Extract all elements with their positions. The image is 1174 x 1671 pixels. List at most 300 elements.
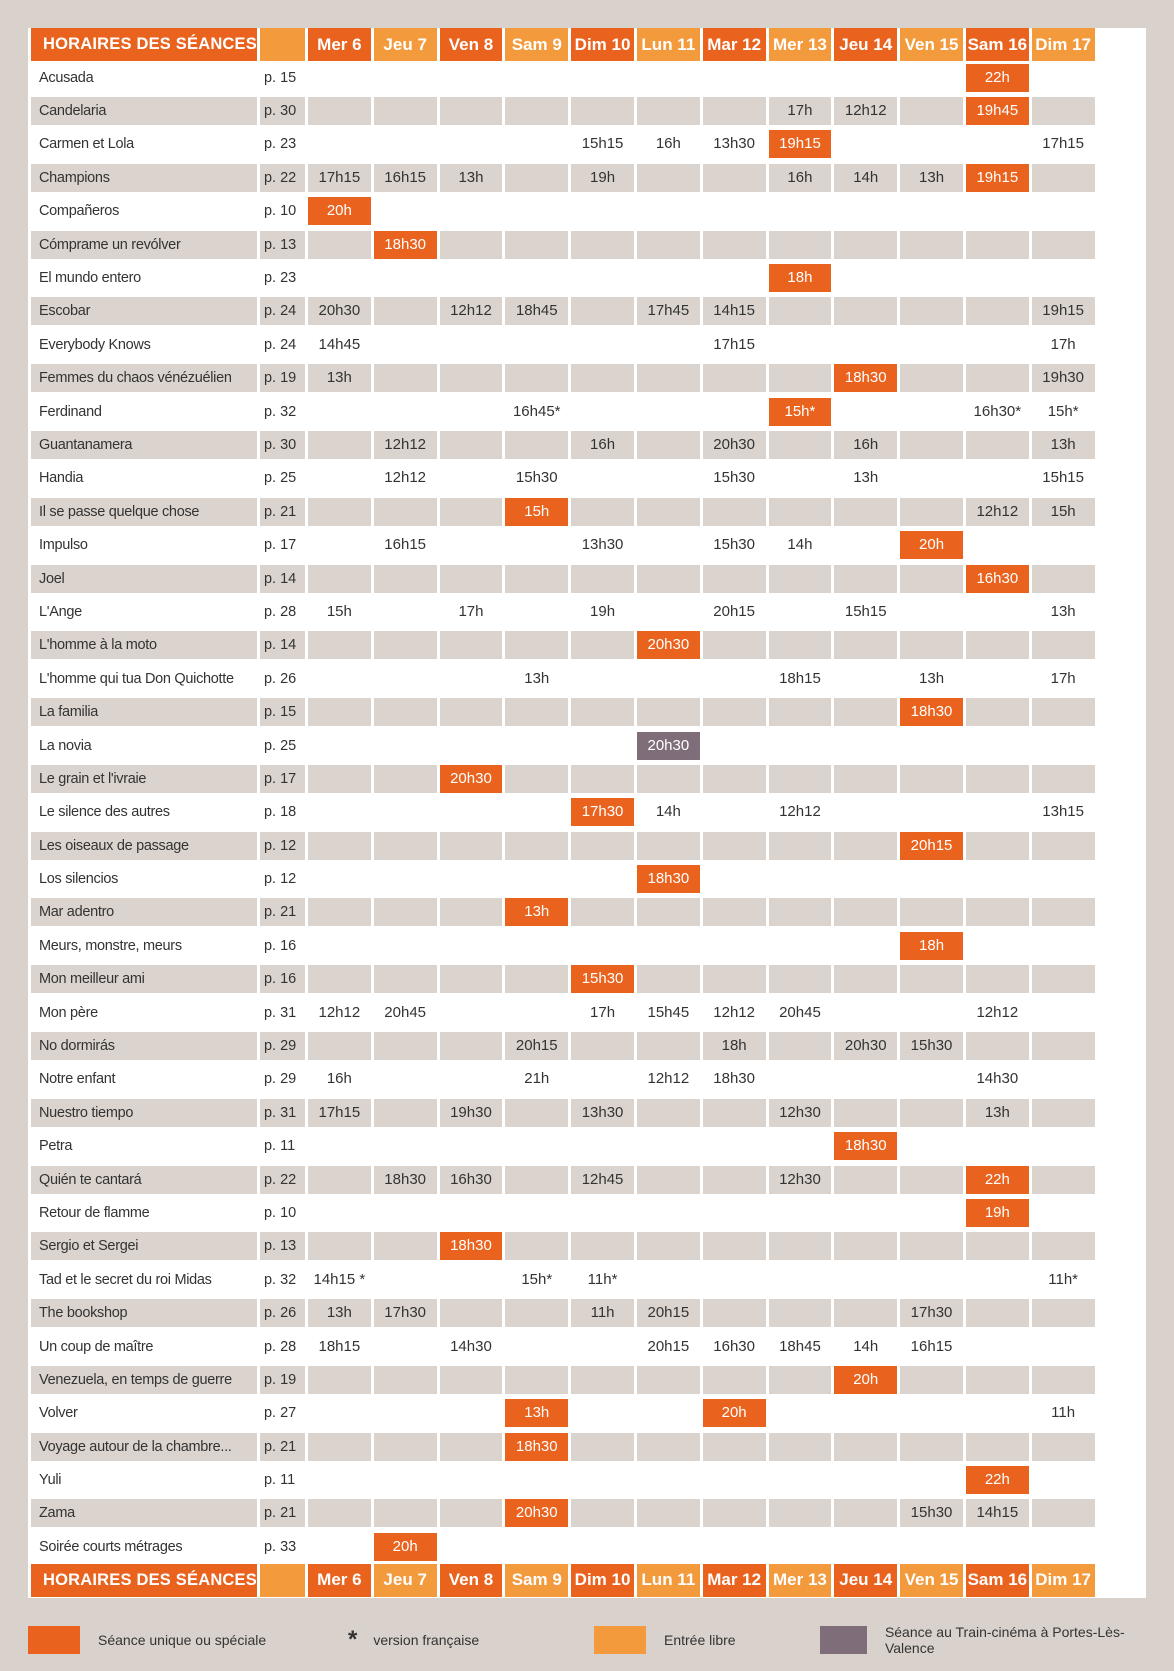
showtime <box>900 498 963 526</box>
showtime <box>571 297 634 325</box>
showtime-cell <box>703 495 766 528</box>
showtime <box>440 999 503 1027</box>
film-title-cell <box>31 996 257 1029</box>
showtime-cell <box>571 1463 634 1496</box>
showtime-cell <box>440 462 503 495</box>
showtime-cell <box>308 1163 371 1196</box>
showtime: 16h30 <box>966 565 1029 593</box>
showtime-cell <box>834 595 897 628</box>
showtime <box>374 398 437 426</box>
showtime <box>769 865 832 893</box>
showtime-cell <box>505 1196 568 1229</box>
showtime: 12h12 <box>318 1003 361 1021</box>
showtime-cell <box>966 1497 1029 1530</box>
showtime <box>900 398 963 426</box>
showtime <box>900 1132 963 1160</box>
film-title: Zama <box>31 1499 257 1527</box>
showtime <box>834 130 897 158</box>
showtime-cell <box>571 1296 634 1329</box>
film-page: p. 17 <box>260 765 305 793</box>
film-page: p. 12 <box>263 871 297 888</box>
film-page-cell <box>260 896 305 929</box>
showtime <box>769 1533 832 1561</box>
showtime <box>637 64 700 92</box>
showtime <box>703 665 766 693</box>
showtime-cell <box>834 261 897 294</box>
film-title-cell <box>31 862 257 895</box>
showtime-cell <box>834 395 897 428</box>
showtime-cell <box>308 829 371 862</box>
showtime-cell <box>769 1497 832 1530</box>
showtime <box>440 97 503 125</box>
showtime-cell <box>703 1530 766 1563</box>
showtime-cell <box>834 829 897 862</box>
showtime-cell <box>308 1263 371 1296</box>
showtime <box>571 1533 634 1561</box>
film-page: p. 13 <box>260 1232 305 1260</box>
showtime <box>374 498 437 526</box>
film-title: The bookshop <box>31 1299 257 1327</box>
film-page: p. 19 <box>260 364 305 392</box>
showtime-cell <box>374 595 437 628</box>
footer-title: HORAIRES DES SÉANCES <box>31 1564 257 1597</box>
showtime <box>571 765 634 793</box>
showtime-cell <box>900 1230 963 1263</box>
showtime-cell <box>505 1230 568 1263</box>
showtime <box>308 965 371 993</box>
showtime <box>966 531 1029 559</box>
showtime: 16h <box>326 1070 352 1088</box>
showtime-cell <box>571 695 634 728</box>
showtime-cell <box>505 395 568 428</box>
showtime-cell <box>374 862 437 895</box>
showtime-cell <box>703 295 766 328</box>
showtime: 17h30 <box>571 798 634 826</box>
legend <box>28 1625 1146 1655</box>
showtime-cell <box>769 61 832 94</box>
showtime-cell <box>374 1130 437 1163</box>
showtime <box>966 598 1029 626</box>
table-row <box>31 1263 1095 1296</box>
showtime <box>769 1266 832 1294</box>
showtime-cell <box>769 528 832 561</box>
showtime <box>637 598 700 626</box>
showtime-cell <box>834 128 897 161</box>
showtime-cell <box>966 996 1029 1029</box>
film-page: p. 30 <box>260 97 305 125</box>
showtime-cell <box>703 963 766 996</box>
showtime-cell <box>1032 662 1095 695</box>
showtime: 15h30 <box>900 1499 963 1527</box>
film-title-cell <box>31 929 257 962</box>
showtime <box>769 765 832 793</box>
showtime: 21h <box>524 1070 550 1088</box>
showtime-cell <box>966 1163 1029 1196</box>
showtime <box>703 1199 766 1227</box>
showtime-cell <box>440 862 503 895</box>
showtime: 17h <box>1050 669 1076 687</box>
table-row <box>31 1029 1095 1062</box>
showtime <box>374 1399 437 1427</box>
legend-special-swatch <box>28 1626 80 1654</box>
showtime-cell <box>374 929 437 962</box>
table-row <box>31 629 1095 662</box>
showtime-cell <box>440 829 503 862</box>
showtime <box>308 531 371 559</box>
film-page: p. 23 <box>263 270 297 287</box>
showtime-cell <box>637 228 700 261</box>
showtime <box>1032 765 1095 793</box>
showtime: 19h15 <box>769 130 832 158</box>
film-page: p. 22 <box>260 1166 305 1194</box>
showtime <box>308 1499 371 1527</box>
showtime: 20h30 <box>637 732 700 760</box>
showtime-cell <box>703 595 766 628</box>
showtime-cell <box>440 729 503 762</box>
showtime <box>834 1199 897 1227</box>
showtime <box>966 732 1029 760</box>
showtime <box>703 1533 766 1561</box>
film-page-cell <box>260 963 305 996</box>
showtime <box>308 565 371 593</box>
showtime-cell <box>440 1163 503 1196</box>
film-title-cell <box>31 1096 257 1129</box>
showtime-cell <box>505 729 568 762</box>
header-row-bottom <box>31 1564 1095 1597</box>
showtime-cell <box>703 362 766 395</box>
film-page: p. 30 <box>260 431 305 459</box>
showtime: 19h <box>966 1199 1029 1227</box>
showtime <box>834 1166 897 1194</box>
showtime-cell <box>571 929 634 962</box>
showtime <box>1032 1065 1095 1093</box>
showtime-cell <box>1032 1330 1095 1363</box>
showtime: 12h12 <box>834 97 897 125</box>
film-page-cell <box>260 729 305 762</box>
showtime <box>900 364 963 392</box>
showtime-cell <box>703 428 766 461</box>
showtime <box>769 698 832 726</box>
showtime-cell <box>440 1397 503 1430</box>
showtime: 18h30 <box>834 1132 897 1160</box>
showtime-cell <box>769 1196 832 1229</box>
showtime-cell <box>834 428 897 461</box>
showtime <box>1032 932 1095 960</box>
legend-train <box>820 1625 1146 1655</box>
showtime <box>374 1333 437 1361</box>
showtime <box>834 498 897 526</box>
showtime-cell <box>440 896 503 929</box>
showtime: 13h30 <box>571 1099 634 1127</box>
showtime: 20h15 <box>505 1032 568 1060</box>
film-title-cell <box>31 1230 257 1263</box>
showtime-cell <box>966 662 1029 695</box>
showtime-cell <box>1032 629 1095 662</box>
showtime-cell <box>374 462 437 495</box>
showtime-cell <box>769 1130 832 1163</box>
showtime: 12h12 <box>966 498 1029 526</box>
table-row <box>31 996 1095 1029</box>
film-page-cell <box>260 1263 305 1296</box>
film-page-cell <box>260 1363 305 1396</box>
showtime <box>900 1266 963 1294</box>
showtime-cell <box>834 862 897 895</box>
showtime-cell <box>966 1096 1029 1129</box>
showtime <box>374 1232 437 1260</box>
showtime-cell <box>703 629 766 662</box>
film-title: L'homme à la moto <box>31 631 257 659</box>
showtime <box>374 1366 437 1394</box>
showtime-cell <box>1032 1029 1095 1062</box>
showtime-cell <box>440 929 503 962</box>
showtime: 20h30 <box>505 1499 568 1527</box>
showtime-cell <box>1032 562 1095 595</box>
showtime-cell <box>637 929 700 962</box>
film-title-cell <box>31 1263 257 1296</box>
film-title: Voyage autour de la chambre... <box>31 1433 257 1461</box>
showtime <box>505 865 568 893</box>
showtime-cell <box>900 796 963 829</box>
film-page-cell <box>260 362 305 395</box>
showtime-cell <box>505 862 568 895</box>
showtime <box>966 331 1029 359</box>
showtime-cell <box>308 996 371 1029</box>
day-header-11: Dim 17 <box>1032 1564 1095 1597</box>
showtime-cell <box>900 94 963 127</box>
showtime <box>1032 999 1095 1027</box>
showtime-cell <box>703 1296 766 1329</box>
showtime <box>571 1333 634 1361</box>
showtime <box>834 331 897 359</box>
film-title: Joel <box>31 565 257 593</box>
showtime-cell <box>900 729 963 762</box>
showtime-cell <box>374 1296 437 1329</box>
legend-train-swatch <box>820 1626 867 1654</box>
showtime <box>900 1433 963 1461</box>
showtime <box>505 1132 568 1160</box>
showtime-cell <box>637 195 700 228</box>
showtime-cell <box>571 762 634 795</box>
showtime-cell <box>834 562 897 595</box>
showtime <box>769 1399 832 1427</box>
showtime <box>571 665 634 693</box>
showtime <box>637 531 700 559</box>
showtime-cell <box>834 462 897 495</box>
showtime <box>308 732 371 760</box>
film-title: Quién te cantará <box>31 1166 257 1194</box>
showtime-cell <box>308 261 371 294</box>
showtime: 15h30 <box>900 1032 963 1060</box>
film-page-cell <box>260 462 305 495</box>
day-header-0: Mer 6 <box>308 28 371 61</box>
showtime <box>440 431 503 459</box>
showtime-cell <box>1032 462 1095 495</box>
showtime: 19h15 <box>1032 297 1095 325</box>
showtime <box>440 130 503 158</box>
legend-special <box>28 1625 266 1655</box>
showtime-cell <box>966 128 1029 161</box>
film-page-cell <box>260 395 305 428</box>
showtime <box>440 464 503 492</box>
showtime-cell <box>1032 295 1095 328</box>
showtime-cell <box>571 862 634 895</box>
film-title-cell <box>31 1063 257 1096</box>
showtime <box>374 732 437 760</box>
showtime-cell <box>374 428 437 461</box>
showtime-cell <box>1032 595 1095 628</box>
showtime: 13h <box>900 164 963 192</box>
showtime-cell <box>505 161 568 194</box>
showtime <box>637 264 700 292</box>
showtime <box>571 1032 634 1060</box>
showtime <box>308 1132 371 1160</box>
film-title: Compañeros <box>39 203 120 220</box>
showtime: 19h30 <box>1032 364 1095 392</box>
showtime: 20h <box>308 197 371 225</box>
film-page-cell <box>260 528 305 561</box>
showtime-cell <box>769 729 832 762</box>
showtime-cell <box>966 161 1029 194</box>
showtime-cell <box>505 796 568 829</box>
showtime: 15h45 <box>647 1003 690 1021</box>
showtime <box>703 898 766 926</box>
showtime <box>308 97 371 125</box>
film-page-cell <box>260 595 305 628</box>
showtime-cell <box>703 1029 766 1062</box>
showtime <box>966 1299 1029 1327</box>
film-title-cell <box>31 1363 257 1396</box>
showtime-cell <box>440 695 503 728</box>
film-page-cell <box>260 94 305 127</box>
showtime <box>966 1366 1029 1394</box>
showtime-cell <box>769 1530 832 1563</box>
showtime <box>834 965 897 993</box>
showtime-cell <box>308 1096 371 1129</box>
showtime-cell <box>966 1230 1029 1263</box>
showtime-cell <box>703 1163 766 1196</box>
showtime-cell <box>637 996 700 1029</box>
showtime <box>703 398 766 426</box>
showtime-cell <box>1032 1196 1095 1229</box>
showtime-cell <box>440 662 503 695</box>
showtime-cell <box>834 94 897 127</box>
showtime <box>374 598 437 626</box>
showtime-cell <box>834 161 897 194</box>
showtime: 13h <box>505 1399 568 1427</box>
showtime <box>440 665 503 693</box>
film-page-cell <box>260 562 305 595</box>
showtime-cell <box>703 1430 766 1463</box>
showtime-cell <box>1032 428 1095 461</box>
showtime-cell <box>571 1029 634 1062</box>
film-page: p. 26 <box>260 1299 305 1327</box>
showtime-cell <box>637 161 700 194</box>
showtime-cell <box>900 762 963 795</box>
showtime: 15h <box>1032 498 1095 526</box>
showtime <box>374 631 437 659</box>
film-page-cell <box>260 161 305 194</box>
showtime-cell <box>703 996 766 1029</box>
showtime-cell <box>637 963 700 996</box>
showtime-cell <box>703 462 766 495</box>
showtime-cell <box>966 228 1029 261</box>
showtime <box>966 464 1029 492</box>
showtime <box>900 1166 963 1194</box>
table-row <box>31 662 1095 695</box>
showtime-cell <box>769 295 832 328</box>
showtime-cell <box>505 128 568 161</box>
film-page: p. 25 <box>263 737 297 754</box>
showtime-cell <box>900 695 963 728</box>
showtime-cell <box>637 862 700 895</box>
showtime-cell <box>769 629 832 662</box>
film-page: p. 13 <box>260 231 305 259</box>
day-header-1: Jeu 7 <box>374 28 437 61</box>
showtime <box>966 965 1029 993</box>
film-title-cell <box>31 1463 257 1496</box>
showtime-cell <box>571 1430 634 1463</box>
showtime-cell <box>440 362 503 395</box>
showtime-cell <box>571 1063 634 1096</box>
showtime <box>374 1099 437 1127</box>
showtime <box>505 64 568 92</box>
film-title: L'homme qui tua Don Quichotte <box>39 670 234 687</box>
showtime-cell <box>637 1263 700 1296</box>
showtime-cell <box>1032 963 1095 996</box>
showtime-cell <box>308 762 371 795</box>
showtime-cell <box>703 562 766 595</box>
showtime-cell <box>637 495 700 528</box>
showtime <box>440 1366 503 1394</box>
showtime <box>703 832 766 860</box>
showtime-cell <box>1032 1530 1095 1563</box>
showtime-cell <box>440 228 503 261</box>
film-title: Guantanamera <box>31 431 257 459</box>
showtime <box>703 565 766 593</box>
showtime: 18h30 <box>834 364 897 392</box>
showtime <box>703 765 766 793</box>
showtime <box>834 932 897 960</box>
showtime-cell <box>440 1330 503 1363</box>
showtime: 18h30 <box>900 698 963 726</box>
showtime-cell <box>900 1463 963 1496</box>
showtime-cell <box>440 94 503 127</box>
film-title: El mundo entero <box>39 270 141 287</box>
showtime <box>900 1099 963 1127</box>
showtime: 20h <box>703 1399 766 1427</box>
showtime <box>571 865 634 893</box>
showtime-cell <box>769 762 832 795</box>
showtime <box>1032 1299 1095 1327</box>
showtime-cell <box>900 195 963 228</box>
showtime-cell <box>966 562 1029 595</box>
showtime <box>1032 231 1095 259</box>
showtime-cell <box>769 562 832 595</box>
showtime-cell <box>966 362 1029 395</box>
showtime <box>440 197 503 225</box>
showtime: 12h12 <box>440 297 503 325</box>
showtime <box>637 565 700 593</box>
showtime-cell <box>637 1096 700 1129</box>
showtime <box>440 732 503 760</box>
showtime <box>505 965 568 993</box>
showtime-cell <box>374 729 437 762</box>
showtime-cell <box>440 796 503 829</box>
showtime <box>966 130 1029 158</box>
showtime <box>440 898 503 926</box>
film-page: p. 32 <box>263 1271 297 1288</box>
showtime <box>505 1166 568 1194</box>
